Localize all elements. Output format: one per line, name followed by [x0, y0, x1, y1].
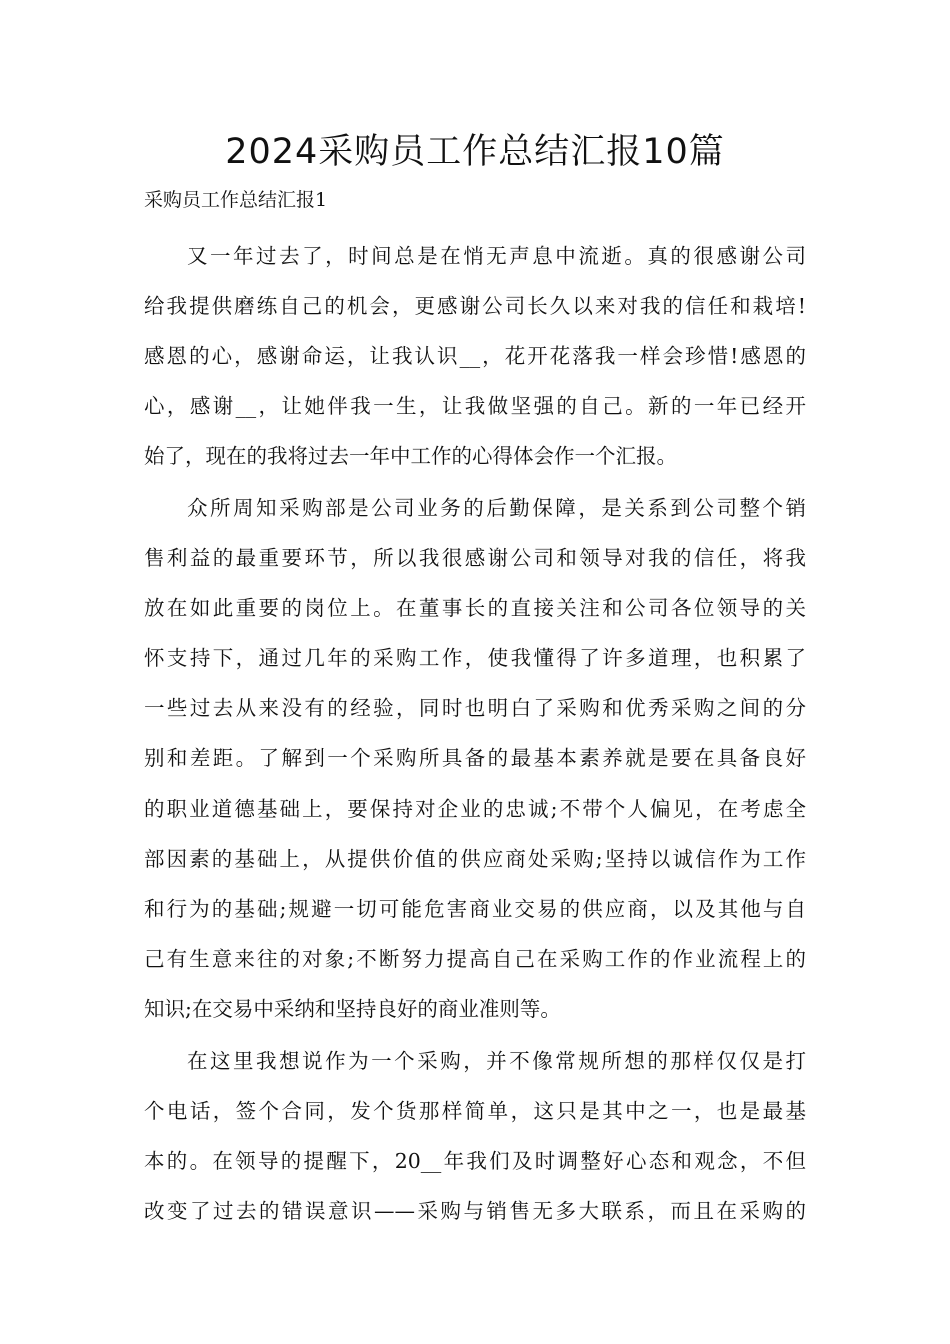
paragraph-line: 部因素的基础上，从提供价值的供应商处采购;坚持以诚信作为工作	[144, 846, 806, 871]
paragraph-line: 和行为的基础;规避一切可能危害商业交易的供应商，以及其他与自	[144, 896, 806, 921]
paragraph-line: 售利益的最重要环节，所以我很感谢公司和领导对我的信任，将我	[144, 546, 806, 571]
paragraph-line: 感恩的心，感谢命运，让我认识__，花开花落我一样会珍惜!感恩的	[144, 344, 806, 369]
paragraph-1	[144, 231, 806, 481]
paragraph-line: 别和差距。了解到一个采购所具备的最基本素养就是要在具备良好	[144, 746, 806, 771]
paragraph-line: 放在如此重要的岗位上。在董事长的直接关注和公司各位领导的关	[144, 596, 806, 621]
section-heading: 采购员工作总结汇报1	[144, 189, 328, 211]
paragraph-line: 知识;在交易中采纳和坚持良好的商业准则等。	[144, 996, 561, 1021]
paragraph-line: 改变了过去的错误意识——采购与销售无多大联系，而且在采购的	[144, 1198, 806, 1223]
paragraph-line: 己有生意来往的对象;不断努力提高自己在采购工作的作业流程上的	[144, 946, 806, 971]
paragraph-line: 的职业道德基础上，要保持对企业的忠诚;不带个人偏见，在考虑全	[144, 796, 806, 821]
document-title: 2024采购员工作总结汇报10篇	[225, 132, 725, 172]
paragraph-line: 众所周知采购部是公司业务的后勤保障，是关系到公司整个销	[187, 495, 806, 520]
paragraph-line: 在这里我想说作为一个采购，并不像常规所想的那样仅仅是打	[187, 1048, 806, 1073]
paragraph-3	[144, 1036, 806, 1236]
paragraph-line: 个电话，签个合同，发个货那样简单，这只是其中之一，也是最基	[144, 1098, 806, 1123]
document-body	[144, 231, 806, 1237]
paragraph-line: 心，感谢__，让她伴我一生，让我做坚强的自己。新的一年已经开	[144, 394, 806, 419]
paragraph-line: 怀支持下，通过几年的采购工作，使我懂得了许多道理，也积累了	[144, 646, 806, 671]
paragraph-line: 一些过去从来没有的经验，同时也明白了采购和优秀采购之间的分	[144, 696, 806, 721]
paragraph-2	[144, 483, 806, 1034]
paragraph-line: 又一年过去了，时间总是在悄无声息中流逝。真的很感谢公司	[187, 244, 806, 268]
paragraph-line: 本的。在领导的提醒下，20__年我们及时调整好心态和观念，不但	[144, 1148, 806, 1173]
paragraph-line: 给我提供磨练自己的机会，更感谢公司长久以来对我的信任和栽培!	[144, 294, 806, 319]
paragraph-line: 始了，现在的我将过去一年中工作的心得体会作一个汇报。	[144, 444, 677, 469]
